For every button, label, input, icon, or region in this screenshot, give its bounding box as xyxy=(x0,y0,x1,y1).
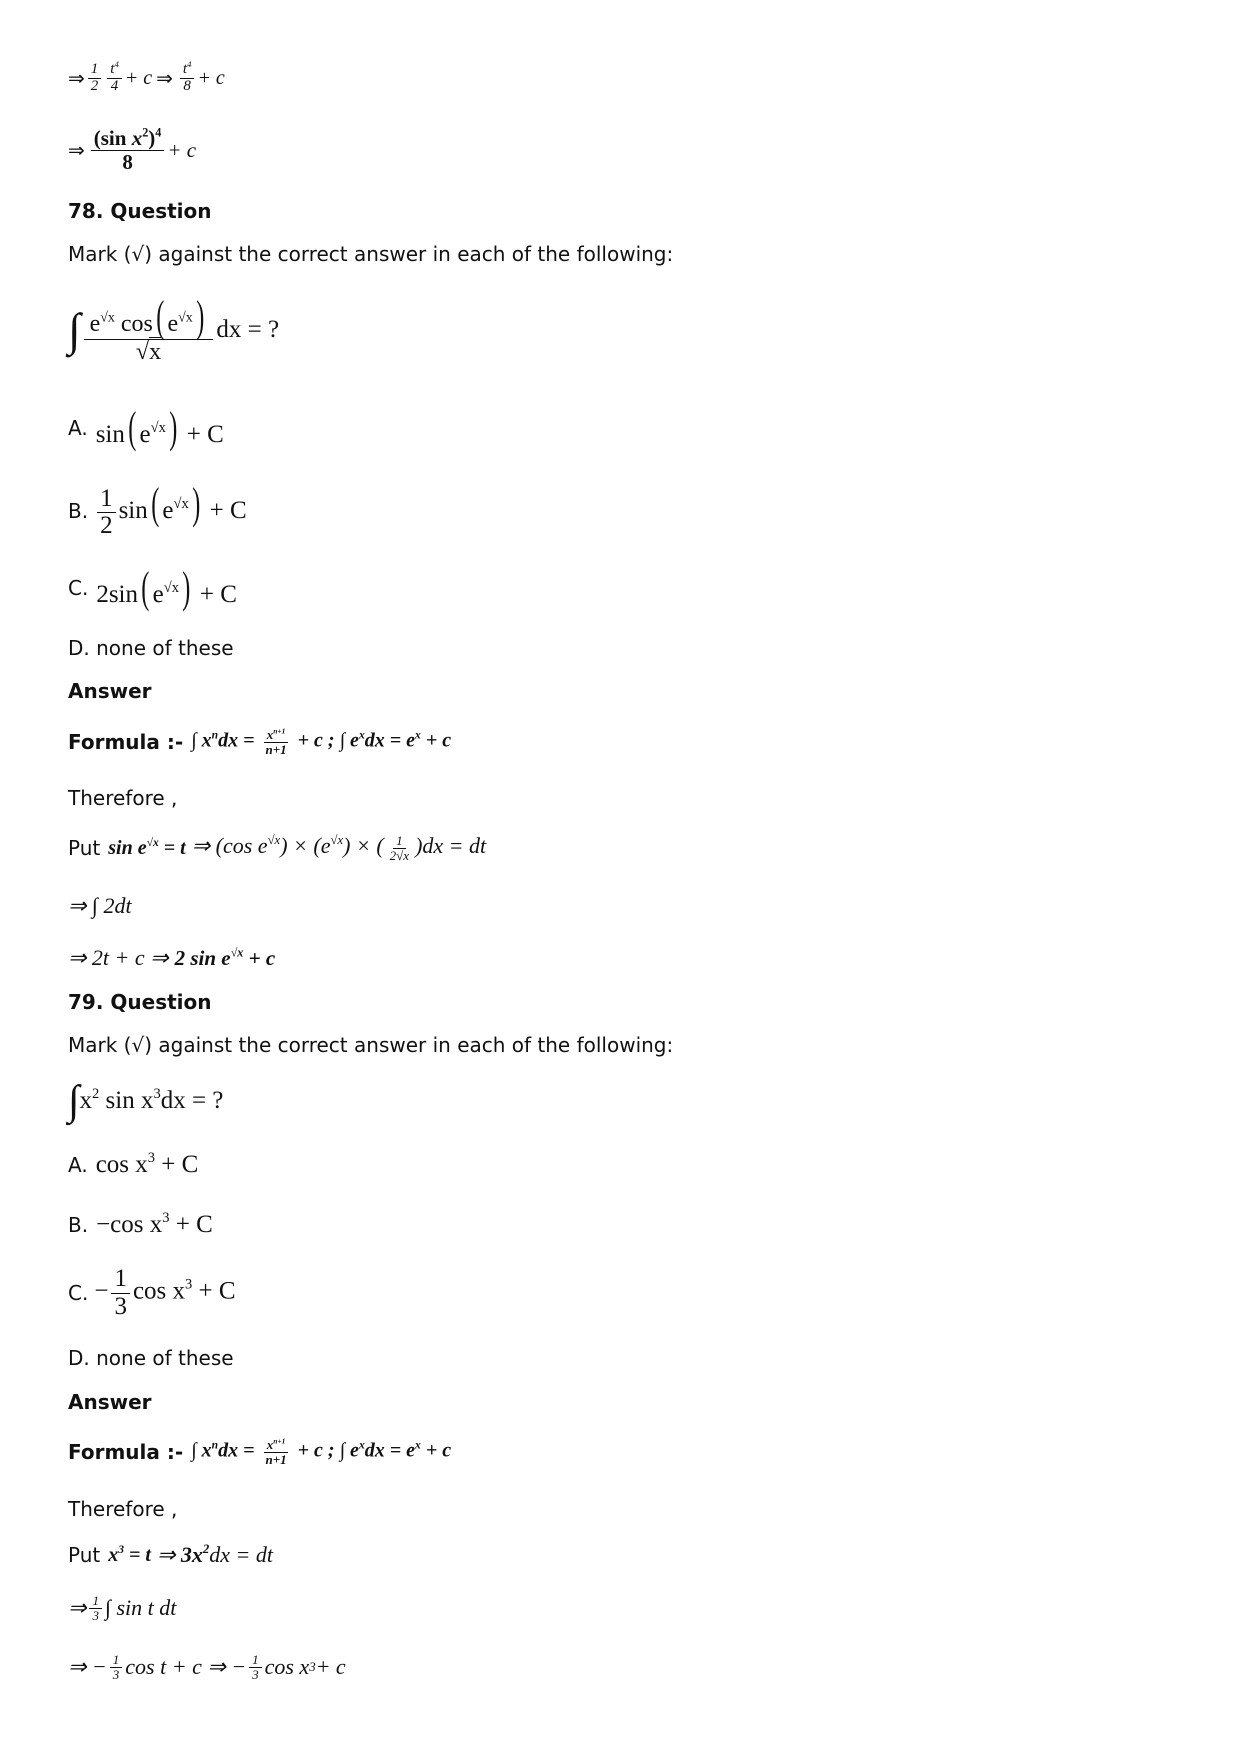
question-heading: 79. Question xyxy=(68,990,212,1014)
question-integral: ∫ $\frac{e^{√x} \cos( e^{√x})}{√x}$ dx = ? xyxy=(68,291,280,365)
math-expression: $\sin e^{√x} = t$ xyxy=(108,835,186,859)
solution-step: ⇒ ∫ 2dt xyxy=(68,893,132,918)
therefore-text: Therefore , xyxy=(68,786,178,810)
math-expression: ⇒ (cos $e^{√x}) \times (e^{√x})$ × ( $\frac{1}{2√x}$ )dx = dt xyxy=(191,833,487,863)
option-a[interactable]: A. sin( $e^{√x}) + C$ xyxy=(68,403,224,452)
answer-heading: Answer xyxy=(68,1390,152,1414)
math-expression: 2sin( $e^{√x}) + C$ xyxy=(96,563,237,612)
substitution-line: Put $\sin e^{√x} = t$ ⇒ (cos $e^{√x}) \times (e^{√x})$ × ( $\frac{1}{2√x}$ )dx = dt xyxy=(68,833,487,863)
solution-final: ⇒ − $\frac{1}{3}$ cos t + c ⇒ − $\frac{1}{3}$ cos x 3 + c xyxy=(68,1651,346,1682)
question-instruction: Mark (√) against the correct answer in each of the following: xyxy=(68,242,674,266)
solution-step: ⇒ $\frac{1}{3}$ ∫ sin t dt xyxy=(68,1592,177,1623)
option-c[interactable]: C. − $\frac{1}{3}$ $\cos x^3 + C$ xyxy=(68,1265,236,1320)
option-d[interactable]: D. none of these xyxy=(68,636,234,660)
question-instruction: Mark (√) against the correct answer in each of the following: xyxy=(68,1033,674,1057)
math-expression: ⇒ $3x^2dx$ = dt xyxy=(156,1542,274,1567)
therefore-text: Therefore , xyxy=(68,1497,178,1521)
prev-step-2: ⇒ $\frac{(\sin x^2)^4}{8}$ + c xyxy=(68,125,197,174)
solution-final: ⇒ 2t + c ⇒ 2 $\sin e^{√x} + c$ xyxy=(68,944,276,970)
math-expression: ∫ $x^ndx$ = $\frac{x^{n+1}}{n+1}$ + c ; ∫ $e^xdx = e^x + c$ xyxy=(191,1436,452,1467)
prev-step-1: ⇒ $\frac{1}{2}$ $\frac{t^4}{4}$ + c ⇒ $\frac{t^4}{8}$ + c xyxy=(68,58,225,94)
math-expression: sin( $e^{√x}) + C$ xyxy=(95,403,224,452)
implies-arrow: ⇒ xyxy=(68,66,85,90)
math-expression: $\frac{1}{2}$ sin( $e^{√x}) + C$ xyxy=(94,482,247,539)
math-expression: $\frac{t^4}{8}$ xyxy=(177,62,198,95)
formula-line: Formula :- ∫ $x^ndx$ = $\frac{x^{n+1}}{n+1}$ + c ; ∫ $e^xdx = e^x + c$ xyxy=(68,1436,452,1467)
math-expression: 2 $\sin e^{√x} + c$ xyxy=(174,944,276,970)
formula-line: Formula :- ∫ $x^ndx$ = $\frac{x^{n+1}}{n+1}$ + c ; ∫ $e^xdx = e^x + c$ xyxy=(68,726,452,757)
math-expression: $\frac{1}{2}$ $\frac{t^4}{4}$ xyxy=(85,62,125,95)
answer-heading: Answer xyxy=(68,679,152,703)
option-b[interactable]: B. $\frac{1}{2}$ sin( $e^{√x}) + C$ xyxy=(68,479,247,540)
math-expression: $\cos x^3 + C$ xyxy=(95,1149,199,1178)
option-c[interactable]: C. 2sin( $e^{√x}) + C$ xyxy=(68,563,237,612)
option-b[interactable]: B. −cos $x^3 + C$ xyxy=(68,1209,213,1238)
math-expression: − $\frac{1}{3}$ $\cos x^3 + C$ xyxy=(94,1265,236,1320)
math-expression: $\frac{(\sin x^2)^4}{8}$ xyxy=(91,127,165,172)
substitution-line: Put $x^3 = t$ ⇒ $3x^2dx$ = dt xyxy=(68,1542,274,1567)
question-heading: 78. Question xyxy=(68,199,212,223)
math-expression: ∫ $x^ndx$ = $\frac{x^{n+1}}{n+1}$ + c ; ∫ $e^xdx = e^x + c$ xyxy=(191,726,452,757)
option-d[interactable]: D. none of these xyxy=(68,1346,234,1370)
math-expression: $x^2$ $\sin x^3dx$ = ? xyxy=(79,1085,224,1114)
option-a[interactable]: A. $\cos x^3 + C$ xyxy=(68,1149,199,1178)
question-integral: ∫ $x^2$ $\sin x^3dx$ = ? xyxy=(68,1078,224,1124)
math-expression: $x^3 = t$ xyxy=(108,1542,151,1566)
math-expression: −cos $x^3 + C$ xyxy=(96,1209,213,1238)
